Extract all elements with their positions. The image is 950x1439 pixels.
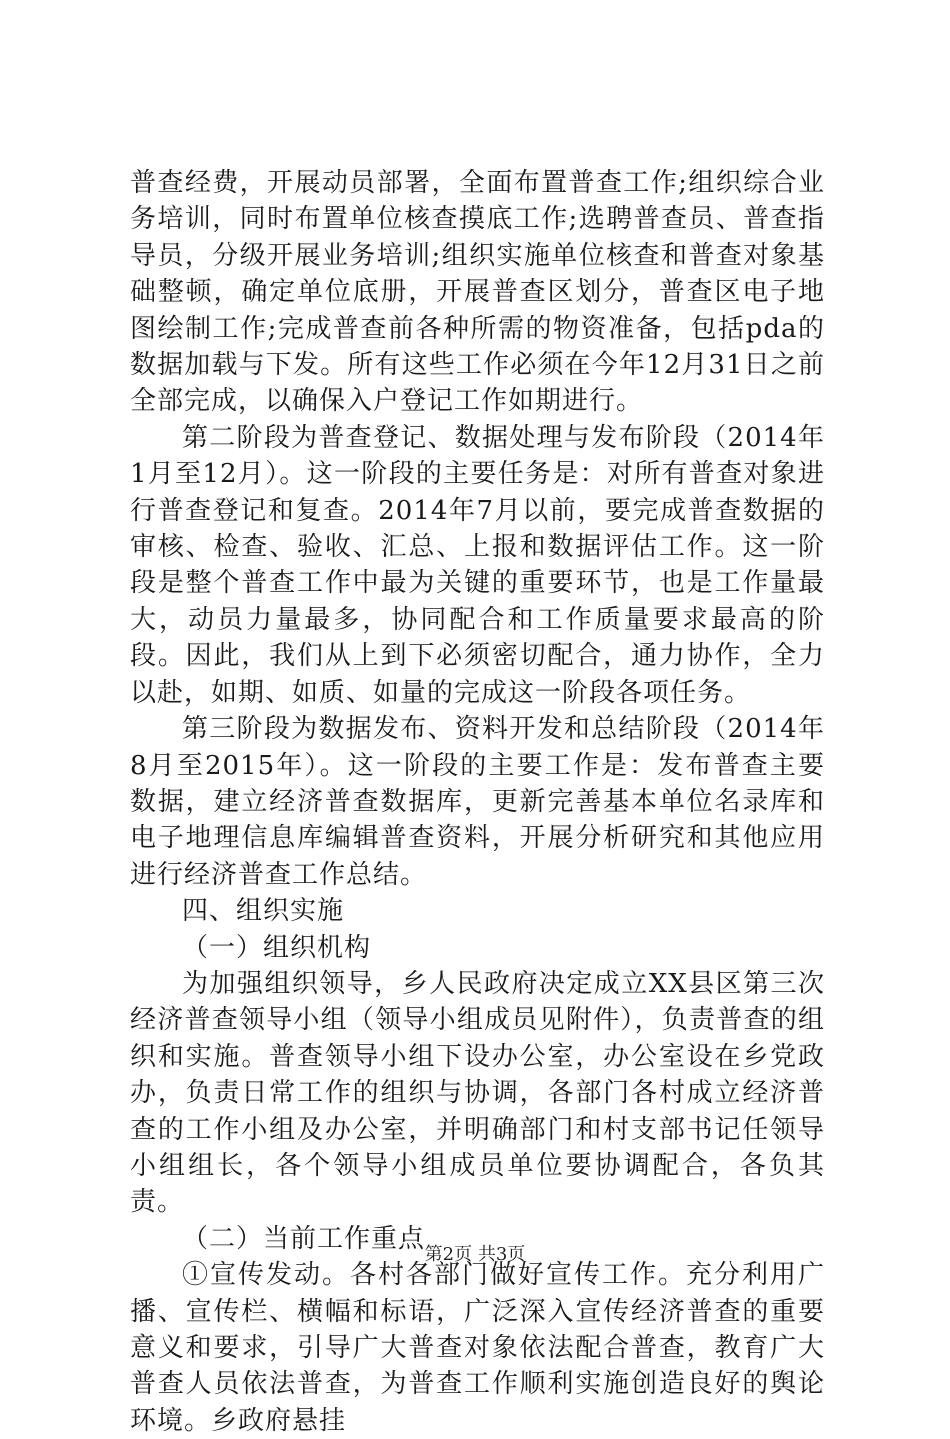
paragraph-publicity: ①宣传发动。各村各部门做好宣传工作。充分利用广播、宣传栏、横幅和标语，广泛深入宣传经济普查的重要意义和要求，引导广大普查对象依法配合普查，教育广大普查人员依法普查，为普查工作顺利实施创造良好的舆论环境。乡政府悬挂 (130, 1260, 825, 1436)
paragraph-continuation: 普查经费，开展动员部署，全面布置普查工作;组织综合业务培训，同时布置单位核查摸底工作;选聘普查员、普查指导员，分级开展业务培训;组织实施单位核查和普查对象基础整顿，确定单位底册，开展普查区划分，普查区电子地图绘制工作;完成普查前各种所需的物资准备，包括pda的数据加载与下发。所有这些工作必须在今年12月31日之前全部完成，以确保入户登记工作如期进行。 (130, 168, 825, 417)
subheading-current-focus: （二）当前工作重点 (182, 1223, 426, 1254)
paragraph-phase-three: 第三阶段为数据发布、资料开发和总结阶段（2014年8月至2015年）。这一阶段的主要工作是：发布普查主要数据，建立经济普查数据库，更新完善基本单位名录库和电子地理信息库编辑普查资料，开展分析研究和其他应用进行经济普查工作总结。 (130, 714, 825, 890)
subheading-organization-structure: （一）组织机构 (182, 932, 372, 963)
paragraph-organization: 为加强组织领导，乡人民政府决定成立XX县区第三次经济普查领导小组（领导小组成员见附件），负责普查的组织和实施。普查领导小组下设办公室，办公室设在乡党政办，负责日常工作的组织与协调，各部门各村成立经济普查的工作小组及办公室，并明确部门和村支部书记任领导小组组长，各个领导小组成员单位要协调配合，各负其责。 (130, 968, 825, 1218)
section-heading-organization: 四、组织实施 (182, 896, 345, 927)
paragraph-phase-two: 第二阶段为普查登记、数据处理与发布阶段（2014年1月至12月）。这一阶段的主要任务是：对所有普查对象进行普查登记和复查。2014年7月以前，要完成普查数据的审核、检查、验收、汇总、上报和数据评估工作。这一阶段是整个普查工作中最为关键的重要环节，也是工作量最大，动员力量最多，协同配合和工作质量要求最高的阶段。因此，我们从上到下必须密切配合，通力协作，全力以赴，如期、如质、如量的完成这一阶段各项任务。 (130, 422, 825, 708)
page-footer: 第2页 共3页 (424, 1244, 526, 1265)
